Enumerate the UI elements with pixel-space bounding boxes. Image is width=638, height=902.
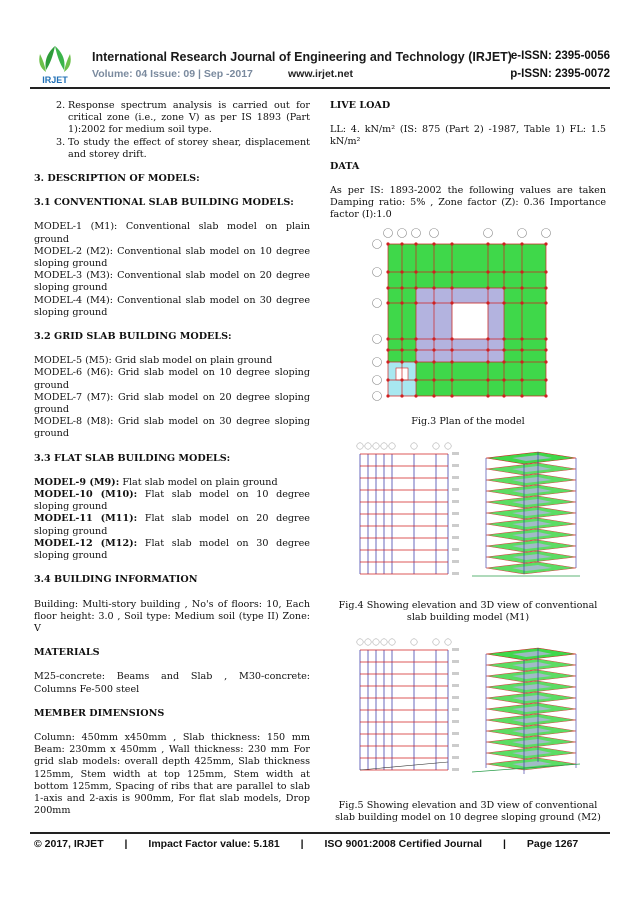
figure-caption: Fig.5 Showing elevation and 3D view of conventional slab building model on 10 degree sloping ground (M2) xyxy=(335,800,601,823)
p-issn: p-ISSN: 2395-0072 xyxy=(510,68,610,80)
journal-website[interactable]: www.irjet.net xyxy=(288,68,353,80)
elevation-frame xyxy=(357,639,459,771)
elevation-frame xyxy=(357,443,459,575)
footer-divider xyxy=(30,832,610,834)
page-number: Page 1267 xyxy=(526,838,579,850)
figure-caption: Fig.3 Plan of the model xyxy=(411,416,525,427)
section-heading: 3. DESCRIPTION OF MODELS: xyxy=(34,173,200,185)
section-heading: MEMBER DIMENSIONS xyxy=(34,707,165,719)
list-item: 3. To study the effect of storey shear, displacement and storey drift. xyxy=(56,136,310,160)
model-line: MODEL-12 (M12): Flat slab model on 30 degree sloping ground xyxy=(34,537,310,562)
model-line: MODEL-1 (M1): Conventional slab model on plain ground xyxy=(34,221,310,245)
page-footer xyxy=(34,838,614,850)
section-heading: 3.2 GRID SLAB BUILDING MODELS: xyxy=(34,331,232,343)
3d-view-figure-m2 xyxy=(468,640,584,784)
iso-certification: ISO 9001:2008 Certified Journal xyxy=(324,838,483,850)
list-item: 2. Response spectrum analysis is carried out for critical zone (i.e., zone V) as per IS 1893 (Part 1):2002 for medium soil type. xyxy=(56,100,310,136)
data-text: As per IS: 1893-2002 the following values are taken Damping ratio: 5% , Zone factor (Z): 0.36 Importance factor (I):1.0 xyxy=(330,184,606,221)
section-heading: 3.1 CONVENTIONAL SLAB BUILDING MODELS: xyxy=(34,197,294,209)
model-line: MODEL-3 (M3): Conventional slab model on 20 degree sloping ground xyxy=(34,270,310,294)
left-column xyxy=(34,100,310,817)
logo-text: IRJET xyxy=(42,75,68,85)
irjet-logo xyxy=(30,44,80,86)
impact-factor: Impact Factor value: 5.181 xyxy=(148,838,280,850)
model-line: MODEL-2 (M2): Conventional slab model on 10 degree sloping ground xyxy=(34,245,310,270)
core-opening xyxy=(452,303,488,339)
materials-text: M25-concrete: Beams and Slab , M30-concrete: Columns Fe-500 steel xyxy=(34,671,310,695)
e-issn: e-ISSN: 2395-0056 xyxy=(510,50,610,62)
3d-view-figure-m1 xyxy=(468,444,584,584)
figure-caption: Fig.4 Showing elevation and 3D view of conventional slab building model (M1) xyxy=(338,600,598,623)
model-line: MODEL-6 (M6): Grid slab model on 10 degree sloping ground xyxy=(34,367,310,391)
elevation-figure-m1 xyxy=(352,440,462,582)
footer-separator: | xyxy=(124,838,128,850)
volume-issue: Volume: 04 Issue: 09 | Sep -2017 xyxy=(92,68,253,80)
model-line: MODEL-9 (M9): Flat slab model on plain ground xyxy=(34,476,278,488)
3d-frame xyxy=(472,648,580,774)
footer-separator: | xyxy=(503,838,506,850)
copyright: © 2017, IRJET xyxy=(34,838,104,850)
model-line: MODEL-11 (M11): Flat slab model on 20 degree sloping ground xyxy=(34,513,310,537)
model-line: MODEL-10 (M10): Flat slab model on 10 degree sloping ground xyxy=(34,489,310,513)
header-divider xyxy=(30,87,610,89)
member-dimensions: Column: 450mm x450mm , Slab thickness: 150 mm Beam: 230mm x 450mm , Wall thickness: 230 mm For grid slab models: overall depth 425mm, Slab thickness 125mm, Stem width at top 125mm, Stem width at bottom 125mm, Spacing of ribs that are parallel to slab 1-axis and 2-axis is 900mm, For flat slab models, Drop 200mm xyxy=(34,731,310,817)
plan-figure xyxy=(370,226,554,406)
section-heading: 3.4 BUILDING INFORMATION xyxy=(34,574,198,586)
right-column xyxy=(330,100,606,221)
building-info: Building: Multi-story building , No's of floors: 10, Each floor height: 3.0 , Soil type: Medium soil (type II) Zone: V xyxy=(34,598,310,634)
journal-title: International Research Journal of Engineering and Technology (IRJET) xyxy=(92,50,512,64)
section-heading: 3.3 FLAT SLAB BUILDING MODELS: xyxy=(34,452,231,464)
live-load-text: LL: 4. kN/m² (IS: 875 (Part 2) -1987, Table 1) FL: 1.5 kN/m² xyxy=(330,124,606,148)
section-heading: LIVE LOAD xyxy=(330,100,391,111)
elevation-figure-m2 xyxy=(352,636,462,782)
page-header xyxy=(0,0,638,92)
section-heading: DATA xyxy=(330,160,360,172)
3d-frame xyxy=(472,452,580,576)
section-heading: MATERIALS xyxy=(34,647,100,659)
model-line: MODEL-4 (M4): Conventional slab model on 30 degree sloping ground xyxy=(34,294,310,318)
footer-separator: | xyxy=(300,838,304,850)
model-line: MODEL-5 (M5): Grid slab model on plain ground xyxy=(34,355,273,367)
model-line: MODEL-8 (M8): Grid slab model on 30 degree sloping ground xyxy=(34,416,310,440)
model-line: MODEL-7 (M7): Grid slab model on 20 degree sloping ground xyxy=(34,391,310,416)
